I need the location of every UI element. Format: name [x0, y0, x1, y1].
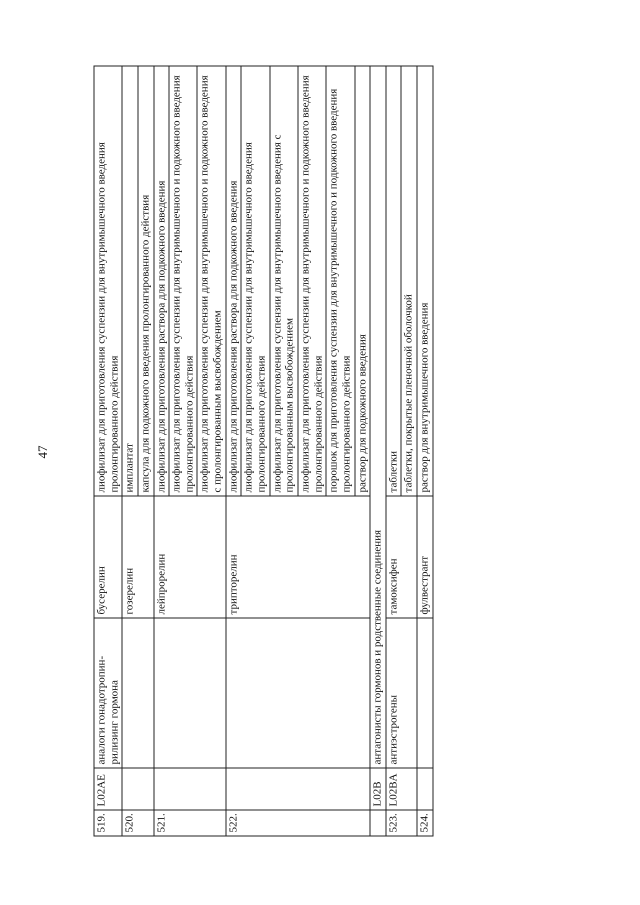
- table-row: [385, 66, 416, 836]
- dosage-form: таблетки: [386, 450, 399, 492]
- row-number: 522.: [225, 810, 369, 836]
- row-number: [370, 810, 386, 836]
- dosage-form: лиофилизат для приготовления суспензии для внутримышечного и подкожного введения пролонгированного действия: [170, 74, 195, 492]
- form-divider: [269, 66, 270, 495]
- table-row: [370, 66, 386, 836]
- drug-table-wrapper: [93, 66, 598, 836]
- form-divider: [297, 66, 298, 495]
- drug-inn: фулвестрант: [417, 496, 433, 618]
- dosage-form: имплантат: [123, 442, 136, 492]
- dosage-forms: [153, 66, 225, 496]
- table-row: [94, 66, 122, 836]
- atc-group: [153, 618, 225, 768]
- row-number: 519.: [94, 810, 122, 836]
- dosage-forms: [225, 66, 369, 496]
- drug-inn: тамоксифен: [385, 496, 416, 618]
- form-divider: [354, 66, 355, 495]
- dosage-form: лиофилизат для приготовления раствора для подкожного введения: [226, 180, 239, 492]
- atc-code: [122, 768, 153, 810]
- dosage-form: порошок для приготовления суспензии для внутримышечного и подкожного введения пролонгированного действия: [327, 88, 352, 492]
- row-number: 524.: [417, 810, 433, 836]
- atc-group: аналоги гонадотропин-рилизинг гормона: [94, 618, 122, 768]
- atc-code: L02BA: [385, 768, 416, 810]
- dosage-form: раствор для подкожного введения: [355, 333, 368, 492]
- row-number: 523.: [385, 810, 416, 836]
- atc-group: антагонисты гормонов и родственные соединения: [370, 66, 386, 768]
- form-divider: [400, 66, 401, 495]
- dosage-form: таблетки, покрытые пленочной оболочкой: [402, 293, 415, 492]
- form-divider: [137, 66, 138, 495]
- dosage-form: лиофилизат для приготовления суспензии для внутримышечного и подкожного введения с пролонгированным высвобождением: [198, 74, 224, 492]
- page-number: 47: [35, 445, 50, 459]
- dosage-forms: [94, 66, 122, 496]
- dosage-form: лиофилизат для приготовления суспензии для внутримышечного введения с пролонгированным высвобождением: [270, 134, 296, 492]
- table-row: [153, 66, 225, 836]
- atc-code: [417, 768, 433, 810]
- table-row: [225, 66, 369, 836]
- dosage-form: капсула для подкожного введения пролонгированного действия: [138, 194, 151, 492]
- dosage-forms: [122, 66, 153, 496]
- form-divider: [240, 66, 241, 495]
- form-divider: [325, 66, 326, 495]
- row-number: 520.: [122, 810, 153, 836]
- drug-table-body: [94, 66, 433, 836]
- form-divider: [168, 66, 169, 495]
- table-row: [122, 66, 153, 836]
- atc-group: [417, 618, 433, 768]
- atc-code: L02B: [370, 768, 386, 810]
- atc-code: L02AE: [94, 768, 122, 810]
- atc-group: [122, 618, 153, 768]
- dosage-form: лиофилизат для приготовления суспензии для внутримышечного введения пролонгированного действия: [95, 141, 120, 492]
- drug-inn: трипторелин: [225, 496, 369, 618]
- form-divider: [196, 66, 197, 495]
- table-row: [417, 66, 433, 836]
- dosage-form: лиофилизат для приготовления раствора для подкожного введения: [154, 180, 167, 492]
- atc-code: [153, 768, 225, 810]
- atc-group: [225, 618, 369, 768]
- drug-inn: гозерелин: [122, 496, 153, 618]
- atc-code: [225, 768, 369, 810]
- dosage-form: лиофилизат для приготовления суспензии для внутримышечного и подкожного введения пролонгированного действия: [298, 74, 324, 492]
- dosage-form: лиофилизат для приготовления суспензии для внутримышечного введения пролонгированного действия: [242, 141, 268, 492]
- dosage-forms: [417, 66, 433, 496]
- dosage-form: раствор для внутримышечного введения: [418, 302, 431, 492]
- row-number: 521.: [153, 810, 225, 836]
- drug-table: [93, 65, 433, 836]
- dosage-forms: [385, 66, 416, 496]
- atc-group: антиэстрогены: [385, 618, 416, 768]
- drug-inn: лейпрорелин: [153, 496, 225, 618]
- drug-inn: бусерелин: [94, 496, 122, 618]
